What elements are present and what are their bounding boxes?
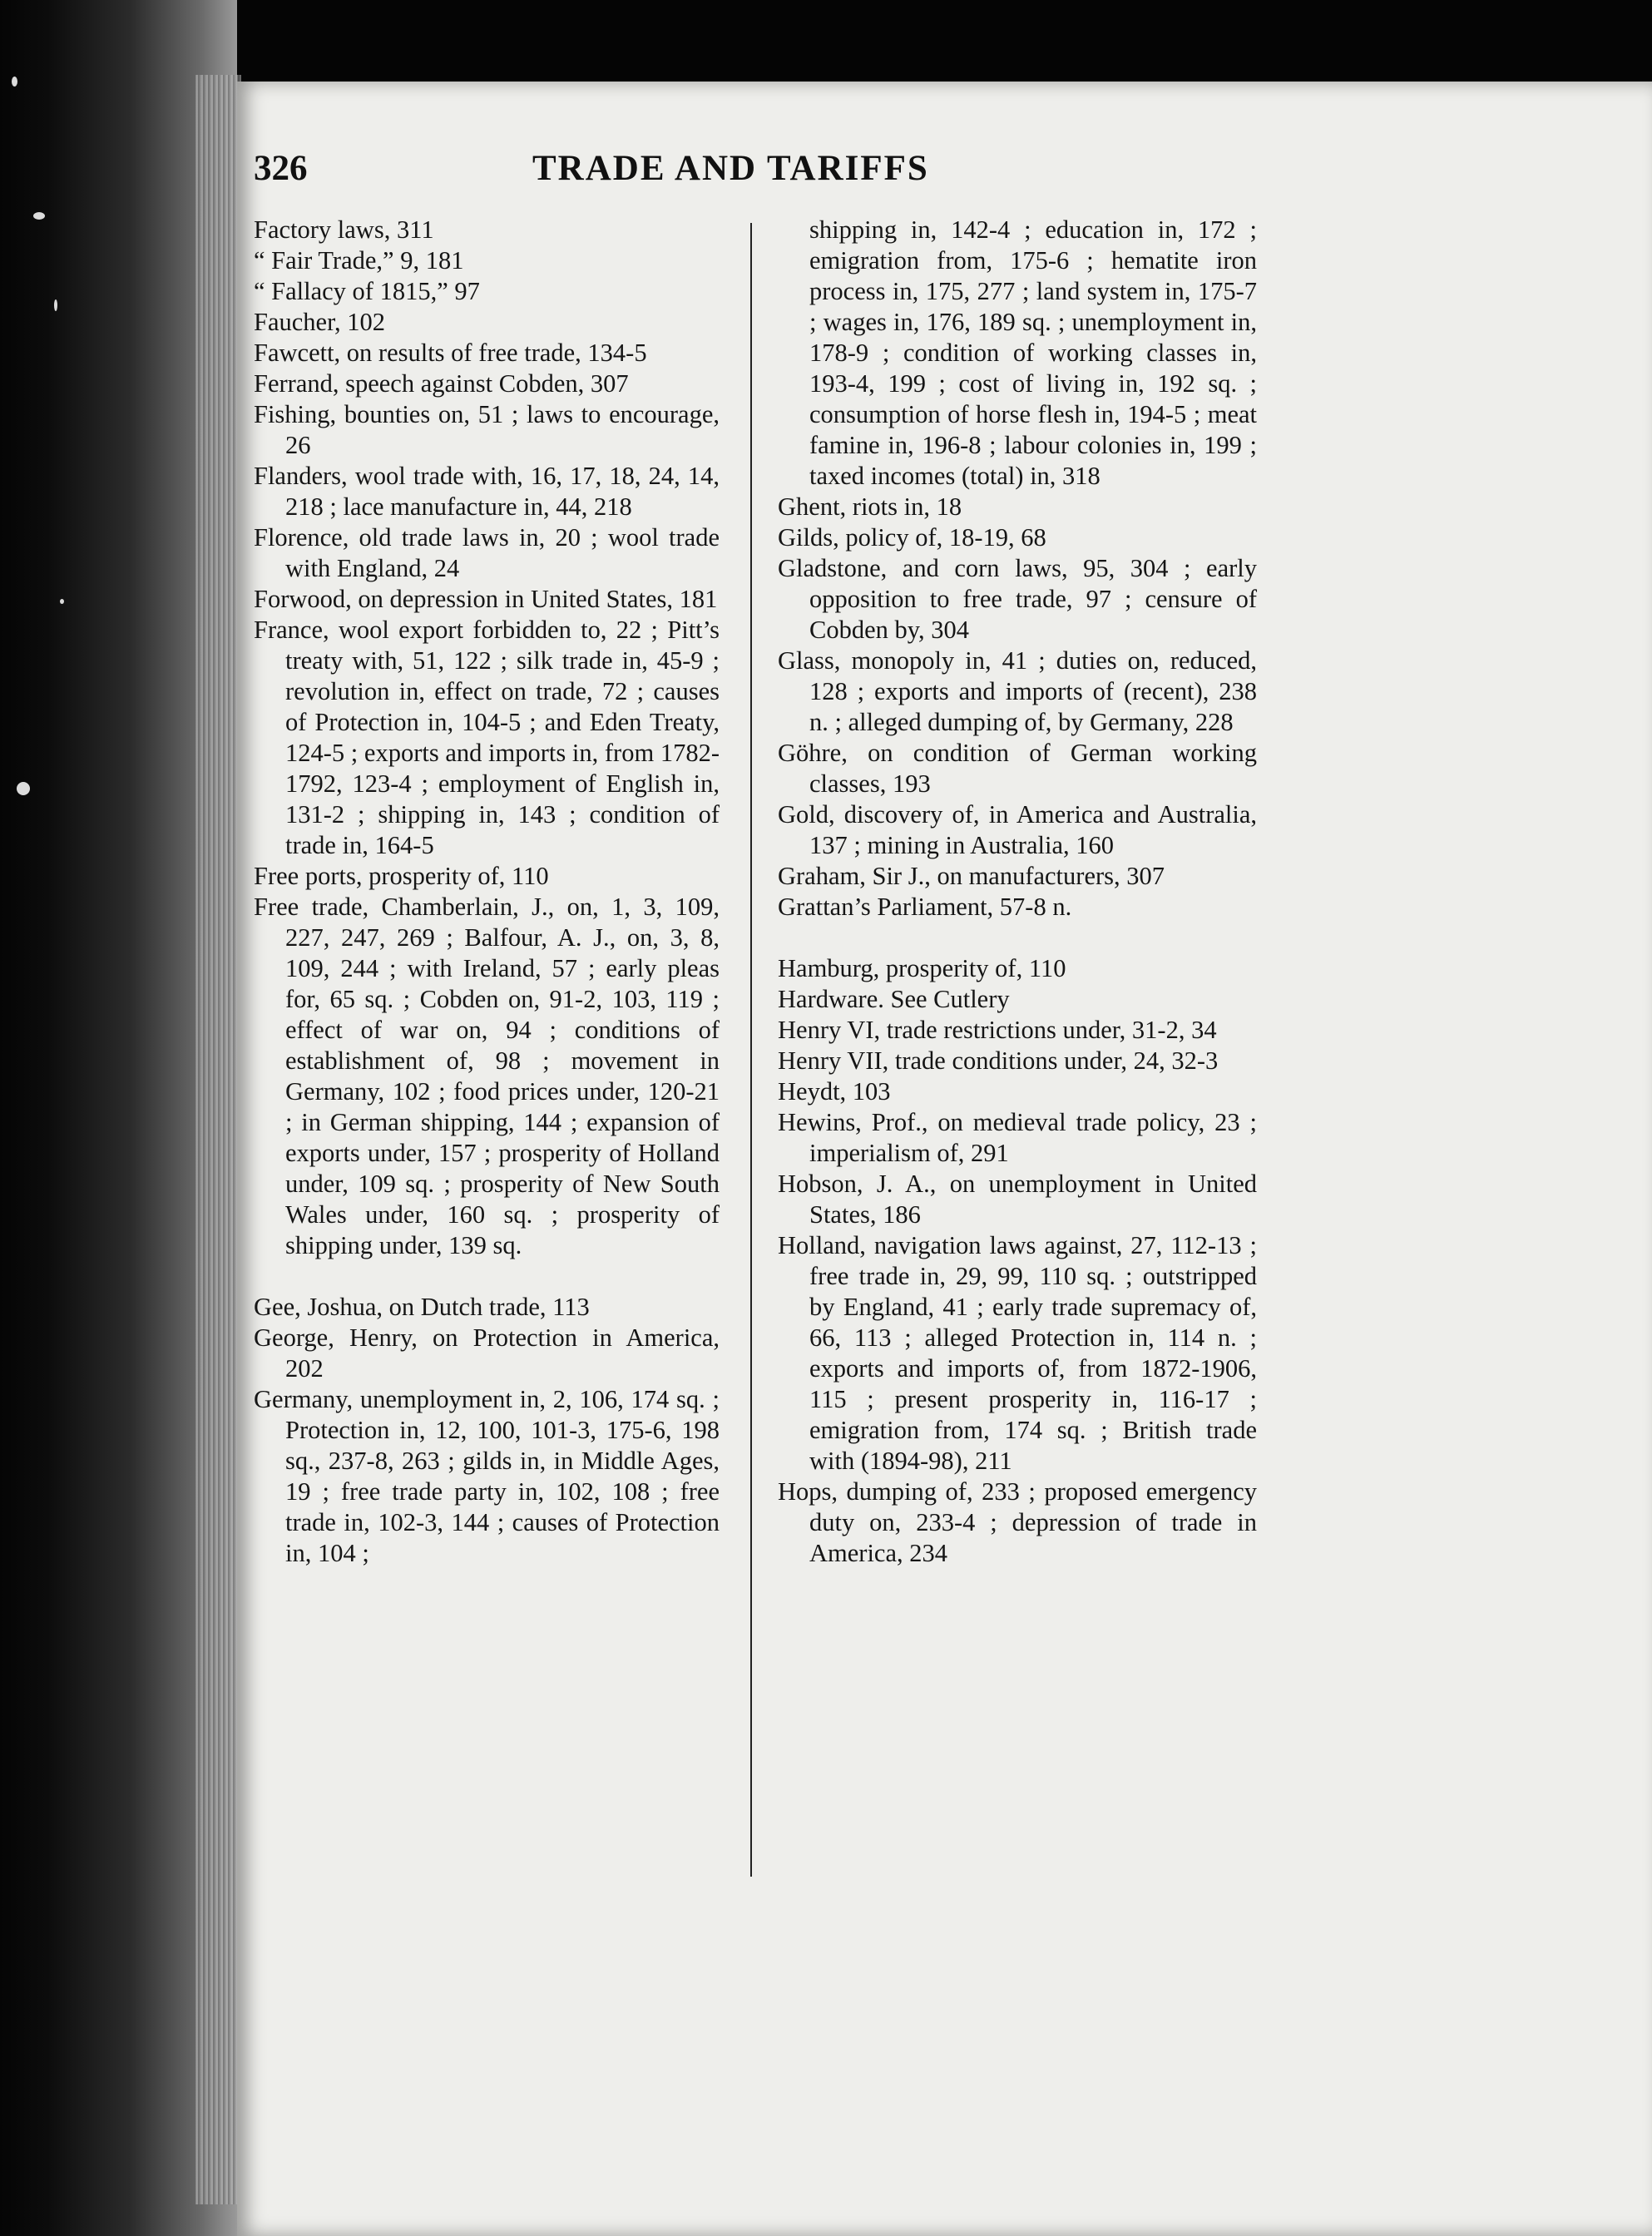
index-entry: Hobson, J. A., on unemployment in United States, 186 (778, 1170, 1257, 1229)
index-column-left (254, 215, 720, 1569)
index-entry: Hops, dumping of, 233 ; proposed emergency duty on, 233-4 ; depression of trade in America, 234 (778, 1477, 1257, 1567)
index-entry: Holland, navigation laws against, 27, 112-13 ; free trade in, 29, 99, 110 sq. ; outstripped by England, 41 ; early trade supremacy of, 66, 113 ; alleged Protection in, 114 n. ; exports and imports of, from 1872-1906, 115 ; present prosperity in, 116-17 ; emigration from, 174 sq. ; British trade with (1894-98), 211 (778, 1231, 1257, 1475)
index-entry: Free trade, Chamberlain, J., on, 1, 3, 109, 227, 247, 269 ; Balfour, A. J., on, 3, 8, 109, 244 ; with Ireland, 57 ; early pleas for, 65 sq. ; Cobden on, 91-2, 103, 119 ; effect of war on, 94 ; conditions of establishment of, 98 ; movement in Germany, 102 ; food prices under, 120-21 ; in German shipping, 144 ; expansion of exports under, 157 ; prosperity of Holland under, 109 sq. ; prosperity of New South Wales under, 160 sq. ; prosperity of shipping under, 139 sq. (254, 893, 720, 1259)
section-gap (778, 923, 1257, 953)
index-entry: Germany, unemployment in, 2, 106, 174 sq. ; Protection in, 12, 100, 101-3, 175-6, 198 sq., 237-8, 263 ; gilds in, in Middle Ages, 19 ; free trade party in, 102, 108 ; free trade in, 102-3, 144 ; causes of Protection in, 104 ; (254, 1385, 720, 1567)
index-entry: Factory laws, 311 (254, 215, 434, 244)
film-speck (12, 77, 17, 87)
film-speck (60, 599, 64, 604)
index-entry: France, wool export forbidden to, 22 ; Pitt’s treaty with, 51, 122 ; silk trade in, 45-9 ; revolution in, effect on trade, 72 ; causes of Protection in, 104-5 ; and Eden Treaty, 124-5 ; exports and imports in, from 1782-1792, 123-4 ; employment of English in, 131-2 ; shipping in, 143 ; condition of trade in, 164-5 (254, 616, 720, 859)
index-entry: “ Fair Trade,” 9, 181 (254, 246, 464, 275)
index-entry: Gold, discovery of, in America and Australia, 137 ; mining in Australia, 160 (778, 800, 1257, 859)
index-entry: Hardware. See Cutlery (778, 985, 1010, 1013)
index-entry-continued: shipping in, 142-4 ; education in, 172 ; emigration from, 175-6 ; hematite iron process in, 175, 277 ; land system in, 175-7 ; wages in, 176, 189 sq. ; unemployment in, 178-9 ; condition of working classes in, 193-4, 199 ; cost of living in, 192 sq. ; consumption of horse flesh in, 194-5 ; meat famine in, 196-8 ; labour colonies in, 199 ; taxed incomes (total) in, 318 (809, 215, 1257, 490)
microfilm-edge (0, 0, 237, 2236)
index-entry: Glass, monopoly in, 41 ; duties on, reduced, 128 ; exports and imports of (recent), 238 n. ; alleged dumping of, by Germany, 228 (778, 646, 1257, 736)
index-entry: Faucher, 102 (254, 308, 386, 336)
page-number: 326 (254, 149, 308, 188)
index-entry: Fishing, bounties on, 51 ; laws to encourage, 26 (254, 400, 720, 459)
index-entry: Ghent, riots in, 18 (778, 492, 962, 521)
index-entry: George, Henry, on Protection in America, 202 (254, 1323, 720, 1383)
page-header (254, 148, 1252, 206)
index-entry: Flanders, wool trade with, 16, 17, 18, 24, 14, 218 ; lace manufacture in, 44, 218 (254, 462, 720, 521)
index-entry: Free ports, prosperity of, 110 (254, 862, 549, 890)
index-entry: Graham, Sir J., on manufacturers, 307 (778, 862, 1165, 890)
film-speck (33, 212, 45, 220)
index-entry: Gladstone, and corn laws, 95, 304 ; early opposition to free trade, 97 ; censure of Cobden by, 304 (778, 554, 1257, 644)
index-entry: Ferrand, speech against Cobden, 307 (254, 369, 629, 398)
film-speck (17, 782, 30, 795)
index-entry: Grattan’s Parliament, 57-8 n. (778, 893, 1072, 921)
index-entry: Fawcett, on results of free trade, 134-5 (254, 339, 647, 367)
column-divider (750, 223, 752, 1877)
index-column-right (778, 215, 1257, 1569)
index-entry: Göhre, on condition of German working classes, 193 (778, 739, 1257, 798)
index-entry: Heydt, 103 (778, 1077, 891, 1106)
index-entry: Gilds, policy of, 18-19, 68 (778, 523, 1046, 552)
index-entry: Florence, old trade laws in, 20 ; wool trade with England, 24 (254, 523, 720, 582)
index-entry: Gee, Joshua, on Dutch trade, 113 (254, 1293, 590, 1321)
index-entry: Henry VII, trade conditions under, 24, 32-3 (778, 1046, 1219, 1075)
film-speck (54, 299, 57, 311)
index-entry: “ Fallacy of 1815,” 97 (254, 277, 480, 305)
film-streaks (195, 75, 241, 2204)
section-gap (254, 1261, 720, 1292)
index-entry: Hamburg, prosperity of, 110 (778, 954, 1066, 982)
running-title: TRADE AND TARIFFS (532, 149, 929, 188)
index-entry: Hewins, Prof., on medieval trade policy, 23 ; imperialism of, 291 (778, 1108, 1257, 1167)
index-entry: Henry VI, trade restrictions under, 31-2, 34 (778, 1016, 1217, 1044)
index-entry: Forwood, on depression in United States, 181 (254, 585, 718, 613)
